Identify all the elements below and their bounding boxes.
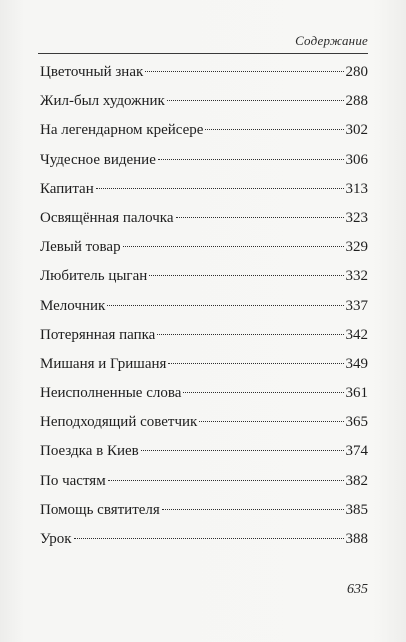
toc-entry-title: Мишаня и Гришаня (40, 355, 167, 372)
toc-entry-page: 361 (345, 385, 368, 402)
dot-leader (108, 480, 344, 481)
toc-entry-page: 332 (345, 268, 368, 285)
toc-entry-page: 374 (345, 443, 368, 460)
toc-entry-title: Капитан (40, 180, 94, 197)
dot-leader (107, 305, 343, 306)
dot-leader (96, 188, 344, 189)
toc-entry-title: Потерянная папка (40, 326, 156, 343)
toc-entry (40, 233, 368, 262)
toc-entry (40, 525, 368, 554)
toc-entry-page: 302 (345, 122, 368, 139)
toc-entry-title: Урок (40, 531, 72, 547)
toc-entry-title: Чудесное видение (40, 151, 156, 168)
dot-leader (141, 450, 344, 451)
toc-entry-page: 323 (345, 209, 368, 226)
toc-entry (40, 175, 368, 204)
toc-entry (40, 467, 368, 496)
toc-entry-page: 349 (345, 355, 368, 372)
page-number: 635 (347, 582, 368, 597)
toc-entry (40, 496, 368, 525)
dot-leader (176, 217, 344, 218)
toc-entry-title: Неисполненные слова (40, 385, 182, 402)
table-of-contents (40, 58, 368, 554)
dot-leader (157, 334, 343, 335)
header-rule (38, 53, 368, 54)
toc-entry (40, 87, 368, 116)
toc-entry-page: 313 (345, 180, 368, 197)
toc-entry-page: 280 (345, 64, 368, 80)
toc-entry-title: Поездка в Киев (40, 443, 139, 460)
toc-entry (40, 379, 368, 408)
dot-leader (162, 509, 344, 510)
toc-entry-page: 382 (345, 472, 368, 489)
toc-entry (40, 321, 368, 350)
toc-entry-title: Любитель цыган (40, 268, 148, 285)
toc-entry (40, 204, 368, 233)
toc-entry (40, 146, 368, 175)
running-head: Содержание (295, 33, 368, 48)
toc-entry-title: Левый товар (40, 239, 121, 256)
toc-entry-page: 388 (345, 531, 368, 547)
dot-leader (183, 392, 343, 393)
toc-entry (40, 408, 368, 437)
toc-entry-title: Освящённая палочка (40, 209, 174, 226)
toc-entry-page: 306 (345, 151, 368, 168)
toc-entry-title: Помощь святителя (40, 501, 160, 518)
toc-entry-title: Цветочный знак (40, 64, 144, 80)
dot-leader (149, 275, 343, 276)
toc-entry-page: 365 (345, 414, 368, 431)
toc-entry-title: По частям (40, 472, 106, 489)
toc-entry-title: Жил-был художник (40, 93, 165, 110)
toc-entry (40, 262, 368, 291)
dot-leader (158, 159, 344, 160)
dot-leader (199, 421, 343, 422)
dot-leader (123, 246, 344, 247)
toc-entry-title: На легендарном крейсере (40, 122, 204, 139)
toc-entry (40, 292, 368, 321)
toc-entry-title: Неподходящий советчик (40, 414, 198, 431)
toc-entry-page: 385 (345, 501, 368, 518)
dot-leader (168, 363, 343, 364)
dot-leader (145, 71, 343, 72)
toc-entry-title: Мелочник (40, 297, 106, 314)
toc-entry-page: 337 (345, 297, 368, 314)
toc-entry-page: 342 (345, 326, 368, 343)
toc-entry-page: 329 (345, 239, 368, 256)
toc-entry-page: 288 (345, 93, 368, 110)
dot-leader (205, 129, 343, 130)
toc-entry (40, 350, 368, 379)
toc-entry (40, 116, 368, 145)
dot-leader (167, 100, 344, 101)
toc-entry (40, 58, 368, 87)
dot-leader (74, 538, 344, 539)
toc-entry (40, 437, 368, 466)
